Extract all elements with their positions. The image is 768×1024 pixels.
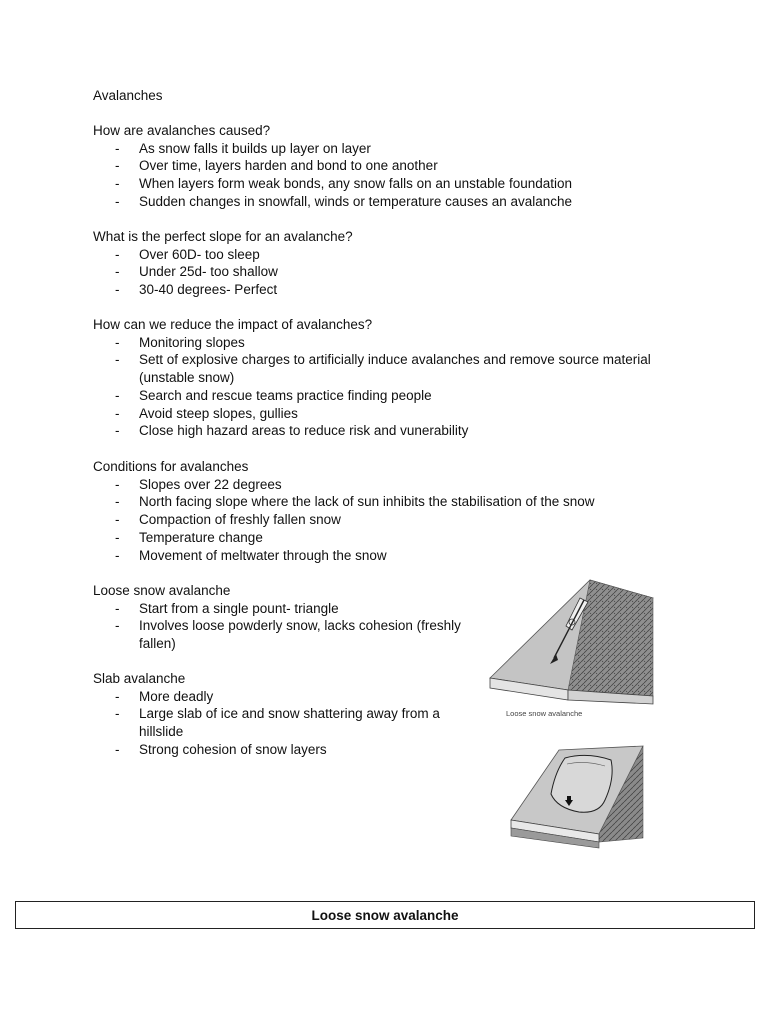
caption-box: Loose snow avalanche — [15, 901, 755, 929]
section-perfect-slope — [93, 228, 653, 299]
list-item-text: North facing slope where the lack of sun inhibits the stabilisation of the snow — [139, 494, 595, 510]
bullet-dash: - — [115, 706, 120, 722]
bullet-dash: - — [115, 193, 120, 209]
bullet-dash: - — [115, 140, 120, 156]
list-item — [93, 493, 653, 511]
list-item-text: Avoid steep slopes, gullies — [139, 405, 298, 421]
section-loose-snow — [93, 582, 483, 653]
bullet-dash: - — [115, 176, 120, 192]
list-item — [93, 175, 653, 193]
loose-snow-avalanche-figure — [488, 578, 675, 724]
bullet-dash: - — [115, 387, 120, 403]
list-item-text: Over time, layers harden and bond to one another — [139, 158, 438, 174]
list-item-text: Compaction of freshly fallen snow — [139, 512, 341, 528]
list-item-text: Monitoring slopes — [139, 334, 245, 350]
list-item — [93, 688, 483, 706]
loose-snow-avalanche-illustration — [488, 578, 675, 724]
bullet-dash: - — [115, 529, 120, 545]
list-item — [93, 334, 653, 352]
section-heading: Loose snow avalanche — [93, 583, 231, 598]
list-item-text: Involves loose powderly snow, lacks cohesion (freshly fallen) — [139, 618, 461, 652]
list-item-text: Close high hazard areas to reduce risk and vunerability — [139, 423, 469, 439]
list-item-text: Movement of meltwater through the snow — [139, 547, 387, 563]
list-item — [93, 617, 483, 652]
figure-caption: Loose snow avalanche — [506, 709, 583, 718]
list-item — [93, 405, 653, 423]
bullet-dash: - — [115, 405, 120, 421]
list-item-text: Large slab of ice and snow shattering away from a hillslide — [139, 706, 440, 740]
bullet-list — [93, 600, 483, 653]
list-item — [93, 511, 653, 529]
list-item-text: Slopes over 22 degrees — [139, 476, 282, 492]
section-heading: How can we reduce the impact of avalanches? — [93, 317, 373, 332]
list-item-text: Under 25d- too shallow — [139, 264, 278, 280]
bullet-dash: - — [115, 600, 120, 616]
section-conditions — [93, 458, 653, 564]
bullet-dash: - — [115, 246, 120, 262]
list-item-text: As snow falls it builds up layer on layer — [139, 140, 371, 156]
section-heading: How are avalanches caused? — [93, 123, 271, 138]
list-item-text: Over 60D- too sleep — [139, 246, 260, 262]
slab-avalanche-figure — [507, 742, 645, 850]
section-slab — [93, 670, 483, 759]
list-item-text: Temperature change — [139, 529, 263, 545]
list-item — [93, 547, 653, 565]
list-item-text: Strong cohesion of snow layers — [139, 741, 327, 757]
section-causes — [93, 122, 653, 211]
list-item — [93, 281, 653, 299]
bullet-dash: - — [115, 282, 120, 298]
document-title: Avalanches — [93, 88, 163, 103]
bullet-dash: - — [115, 618, 120, 634]
bullet-list — [93, 334, 653, 440]
list-item — [93, 705, 483, 740]
list-item — [93, 246, 653, 264]
list-item-text: Start from a single pount- triangle — [139, 600, 339, 616]
bullet-list — [93, 246, 653, 299]
list-item — [93, 476, 653, 494]
bullet-dash: - — [115, 688, 120, 704]
bullet-dash: - — [115, 476, 120, 492]
list-item — [93, 140, 653, 158]
bullet-dash: - — [115, 158, 120, 174]
section-heading: What is the perfect slope for an avalanche? — [93, 229, 353, 244]
list-item — [93, 263, 653, 281]
bullet-list — [93, 688, 483, 759]
section-reduce-impact — [93, 316, 653, 440]
list-item — [93, 157, 653, 175]
list-item-text: Search and rescue teams practice finding people — [139, 387, 432, 403]
list-item-text: When layers form weak bonds, any snow falls on an unstable foundation — [139, 176, 573, 192]
bullet-dash: - — [115, 264, 120, 280]
bullet-dash: - — [115, 494, 120, 510]
bullet-dash: - — [115, 512, 120, 528]
list-item — [93, 193, 653, 211]
list-item-text: Sudden changes in snowfall, winds or temperature causes an avalanche — [139, 193, 573, 209]
list-item-text: 30-40 degrees- Perfect — [139, 282, 278, 298]
list-item — [93, 529, 653, 547]
section-heading: Slab avalanche — [93, 671, 186, 686]
bullet-list — [93, 140, 653, 211]
list-item-text: More deadly — [139, 688, 214, 704]
list-item-text: Sett of explosive charges to artificially induce avalanches and remove source material (unstable snow) — [139, 352, 651, 386]
bullet-dash: - — [115, 741, 120, 757]
list-item — [93, 422, 653, 440]
slab-avalanche-illustration — [507, 742, 645, 850]
list-item — [93, 387, 653, 405]
bullet-dash: - — [115, 423, 120, 439]
bullet-dash: - — [115, 352, 120, 368]
bullet-dash: - — [115, 334, 120, 350]
list-item — [93, 741, 483, 759]
bullet-list — [93, 476, 653, 565]
bullet-dash: - — [115, 547, 120, 563]
section-heading: Conditions for avalanches — [93, 459, 249, 474]
list-item — [93, 351, 653, 386]
list-item — [93, 600, 483, 618]
